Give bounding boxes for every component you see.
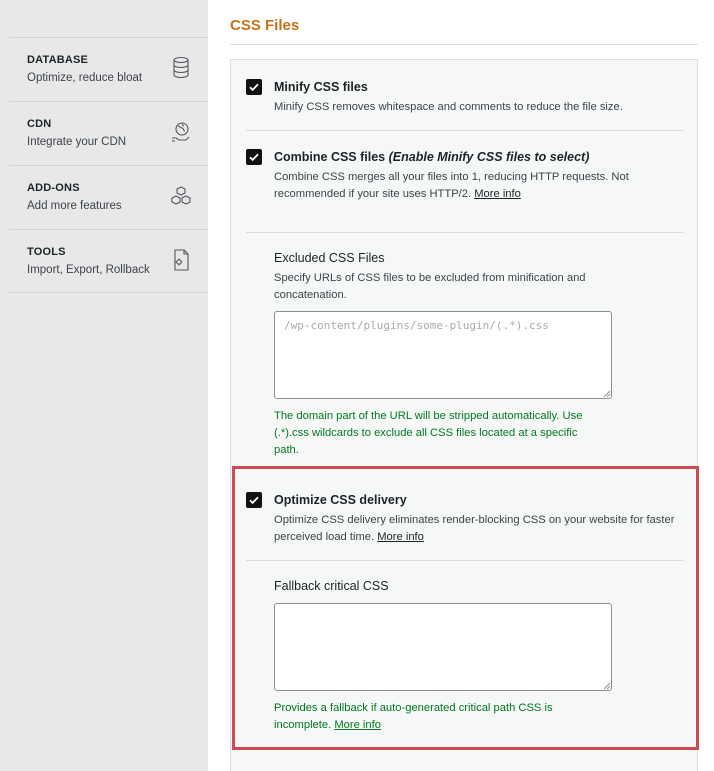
excluded-css-description: Specify URLs of CSS files to be excluded from minification and concatenation. [274, 272, 586, 301]
sidebar-item-addons[interactable] [9, 165, 208, 229]
combine-css-description-text: Combine CSS merges all your files into 1, reducing HTTP requests. Not recommended if your site uses HTTP/2. [274, 171, 629, 200]
resize-grip-icon[interactable] [603, 682, 611, 690]
optimize-delivery-more-info-link[interactable]: More info [377, 531, 424, 543]
fallback-more-info-link[interactable]: More info [334, 719, 381, 731]
minify-css-checkbox[interactable] [246, 79, 262, 95]
divider [246, 560, 684, 561]
excluded-css-textarea[interactable] [274, 311, 612, 399]
fallback-critical-css-note [274, 700, 604, 734]
optimize-css-delivery-description-text: Optimize CSS delivery eliminates render-blocking CSS on your website for faster perceived load time. [274, 514, 675, 543]
combine-css-checkbox[interactable] [246, 149, 262, 165]
checkmark-icon [246, 492, 262, 508]
combine-css-label-note: (Enable Minify CSS files to select) [388, 150, 590, 164]
sidebar-item-subtitle: Import, Export, Rollback [27, 264, 150, 276]
checkmark-icon [246, 79, 262, 95]
optimize-css-delivery-label: Optimize CSS delivery [274, 493, 407, 507]
combine-css-description [274, 169, 664, 203]
section-title: CSS Files [230, 17, 300, 34]
title-divider [230, 44, 698, 45]
divider [246, 130, 684, 131]
optimize-css-delivery-checkbox[interactable] [246, 492, 262, 508]
sidebar-item-cdn[interactable] [9, 101, 208, 165]
excluded-css-label: Excluded CSS Files [274, 251, 385, 265]
combine-css-label-text: Combine CSS files [274, 150, 386, 164]
sidebar-item-title: DATABASE [27, 54, 89, 66]
sidebar [0, 0, 208, 771]
optimize-css-delivery-description [274, 512, 686, 546]
checkmark-icon [246, 149, 262, 165]
minify-css-label: Minify CSS files [274, 80, 368, 94]
excluded-css-note: The domain part of the URL will be stripped automatically. Use (.*).css wildcards to exclude all CSS files located at a specific path. [274, 410, 583, 456]
sidebar-item-tools[interactable] [9, 229, 208, 293]
combine-css-label [274, 150, 589, 164]
sidebar-item-title: TOOLS [27, 246, 66, 258]
resize-grip-icon[interactable] [603, 390, 611, 398]
sidebar-item-database[interactable] [9, 37, 208, 101]
sidebar-item-subtitle: Add more features [27, 200, 122, 212]
combine-more-info-link[interactable]: More info [474, 188, 521, 200]
sidebar-item-title: ADD-ONS [27, 182, 80, 194]
cdn-globe-icon [170, 120, 192, 144]
tools-file-gear-icon [170, 248, 192, 272]
fallback-critical-css-label: Fallback critical CSS [274, 579, 389, 593]
fallback-note-text: Provides a fallback if auto-generated critical path CSS is incomplete. [274, 702, 553, 731]
main-content [208, 0, 714, 771]
addons-cubes-icon [170, 184, 192, 208]
divider [246, 232, 684, 233]
css-settings-panel [230, 59, 698, 771]
sidebar-item-title: CDN [27, 118, 52, 130]
database-icon [170, 56, 192, 80]
sidebar-item-subtitle: Optimize, reduce bloat [27, 72, 143, 84]
minify-css-description: Minify CSS removes whitespace and comments to reduce the file size. [274, 101, 623, 113]
sidebar-item-subtitle: Integrate your CDN [27, 136, 127, 148]
fallback-critical-css-textarea[interactable] [274, 603, 612, 691]
